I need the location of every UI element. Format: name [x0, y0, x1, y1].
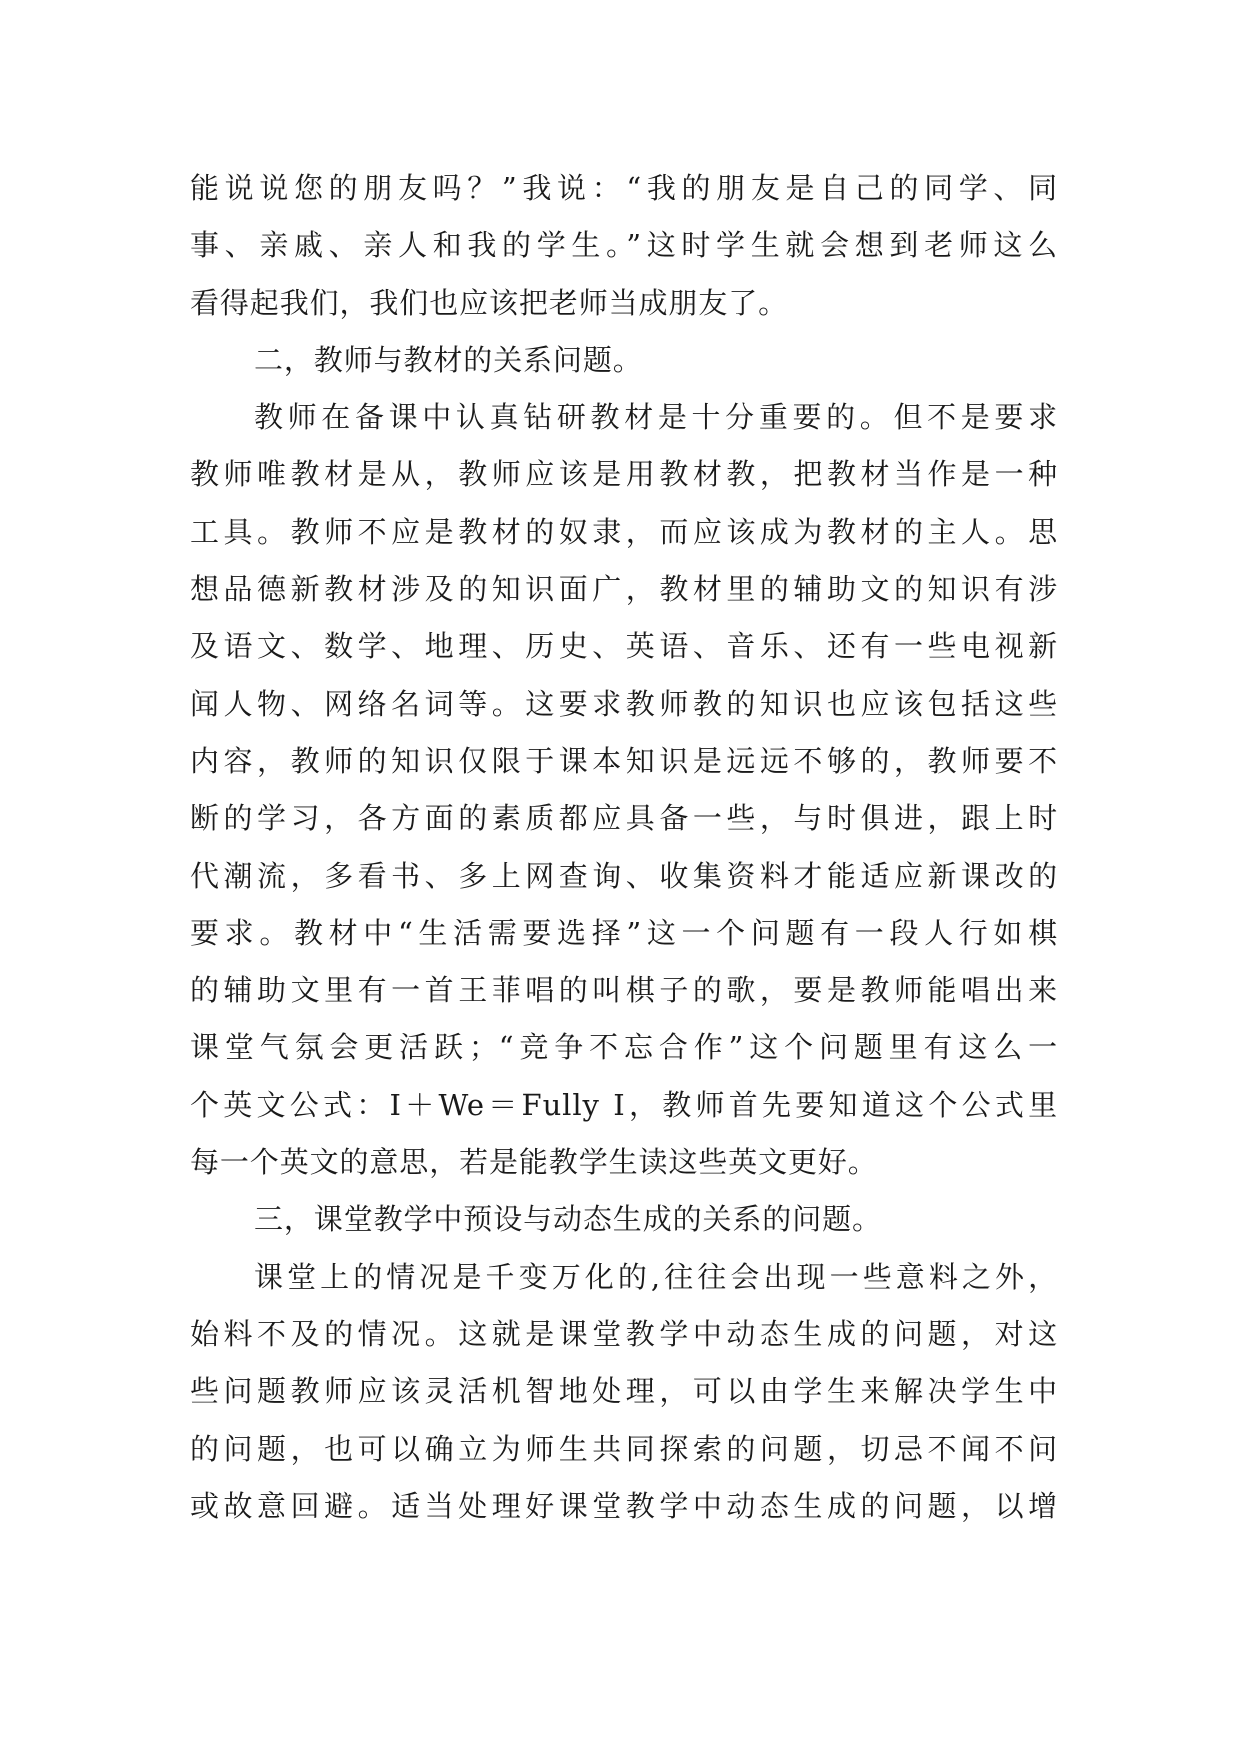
text-line: 个英文公式：I＋We＝Fully I，教师首先要知道这个公式里	[190, 1087, 1058, 1122]
text-line: 些问题教师应该灵活机智地处理，可以由学生来解决学生中	[190, 1374, 1058, 1409]
text-line: 或故意回避。适当处理好课堂教学中动态生成的问题，以增	[190, 1488, 1058, 1523]
text-line: 事、亲戚、亲人和我的学生。”这时学生就会想到老师这么	[190, 228, 1058, 263]
text-line: 想品德新教材涉及的知识面广，教材里的辅助文的知识有涉	[190, 572, 1058, 607]
body-text	[190, 160, 1058, 1535]
text-line: 看得起我们，我们也应该把老师当成朋友了。	[190, 285, 789, 320]
text-line: 始料不及的情况。这就是课堂教学中动态生成的问题，对这	[190, 1316, 1058, 1351]
text-line: 工具。教师不应是教材的奴隶，而应该成为教材的主人。思	[190, 514, 1058, 549]
text-line: 的辅助文里有一首王菲唱的叫棋子的歌，要是教师能唱出来	[190, 973, 1058, 1008]
text-line: 二，教师与教材的关系问题。	[254, 342, 643, 377]
text-line: 的问题，也可以确立为师生共同探索的问题，切忌不闻不问	[190, 1431, 1058, 1466]
text-line: 能说说您的朋友吗？”我说：“我的朋友是自己的同学、同	[190, 171, 1058, 205]
text-line: 要求。教材中“生活需要选择”这一个问题有一段人行如棋	[190, 915, 1058, 950]
text-line: 及语文、数学、地理、历史、英语、音乐、还有一些电视新	[190, 629, 1058, 664]
text-line: 课堂上的情况是千变万化的,往往会出现一些意料之外，	[254, 1259, 1058, 1294]
text-line: 断的学习，各方面的素质都应具备一些，与时俱进，跟上时	[190, 801, 1058, 836]
text-line: 代潮流，多看书、多上网查询、收集资料才能适应新课改的	[190, 858, 1058, 893]
text-line: 三，课堂教学中预设与动态生成的关系的问题。	[254, 1202, 882, 1237]
text-line: 教师在备课中认真钻研教材是十分重要的。但不是要求	[254, 400, 1058, 435]
text-line: 内容，教师的知识仅限于课本知识是远远不够的，教师要不	[190, 743, 1058, 778]
text-line: 闻人物、网络名词等。这要求教师教的知识也应该包括这些	[190, 686, 1058, 721]
text-line: 课堂气氛会更活跃；“竞争不忘合作”这个问题里有这么一	[190, 1030, 1058, 1065]
text-line: 教师唯教材是从，教师应该是用教材教，把教材当作是一种	[190, 457, 1058, 492]
text-line: 每一个英文的意思，若是能教学生读这些英文更好。	[190, 1145, 878, 1180]
